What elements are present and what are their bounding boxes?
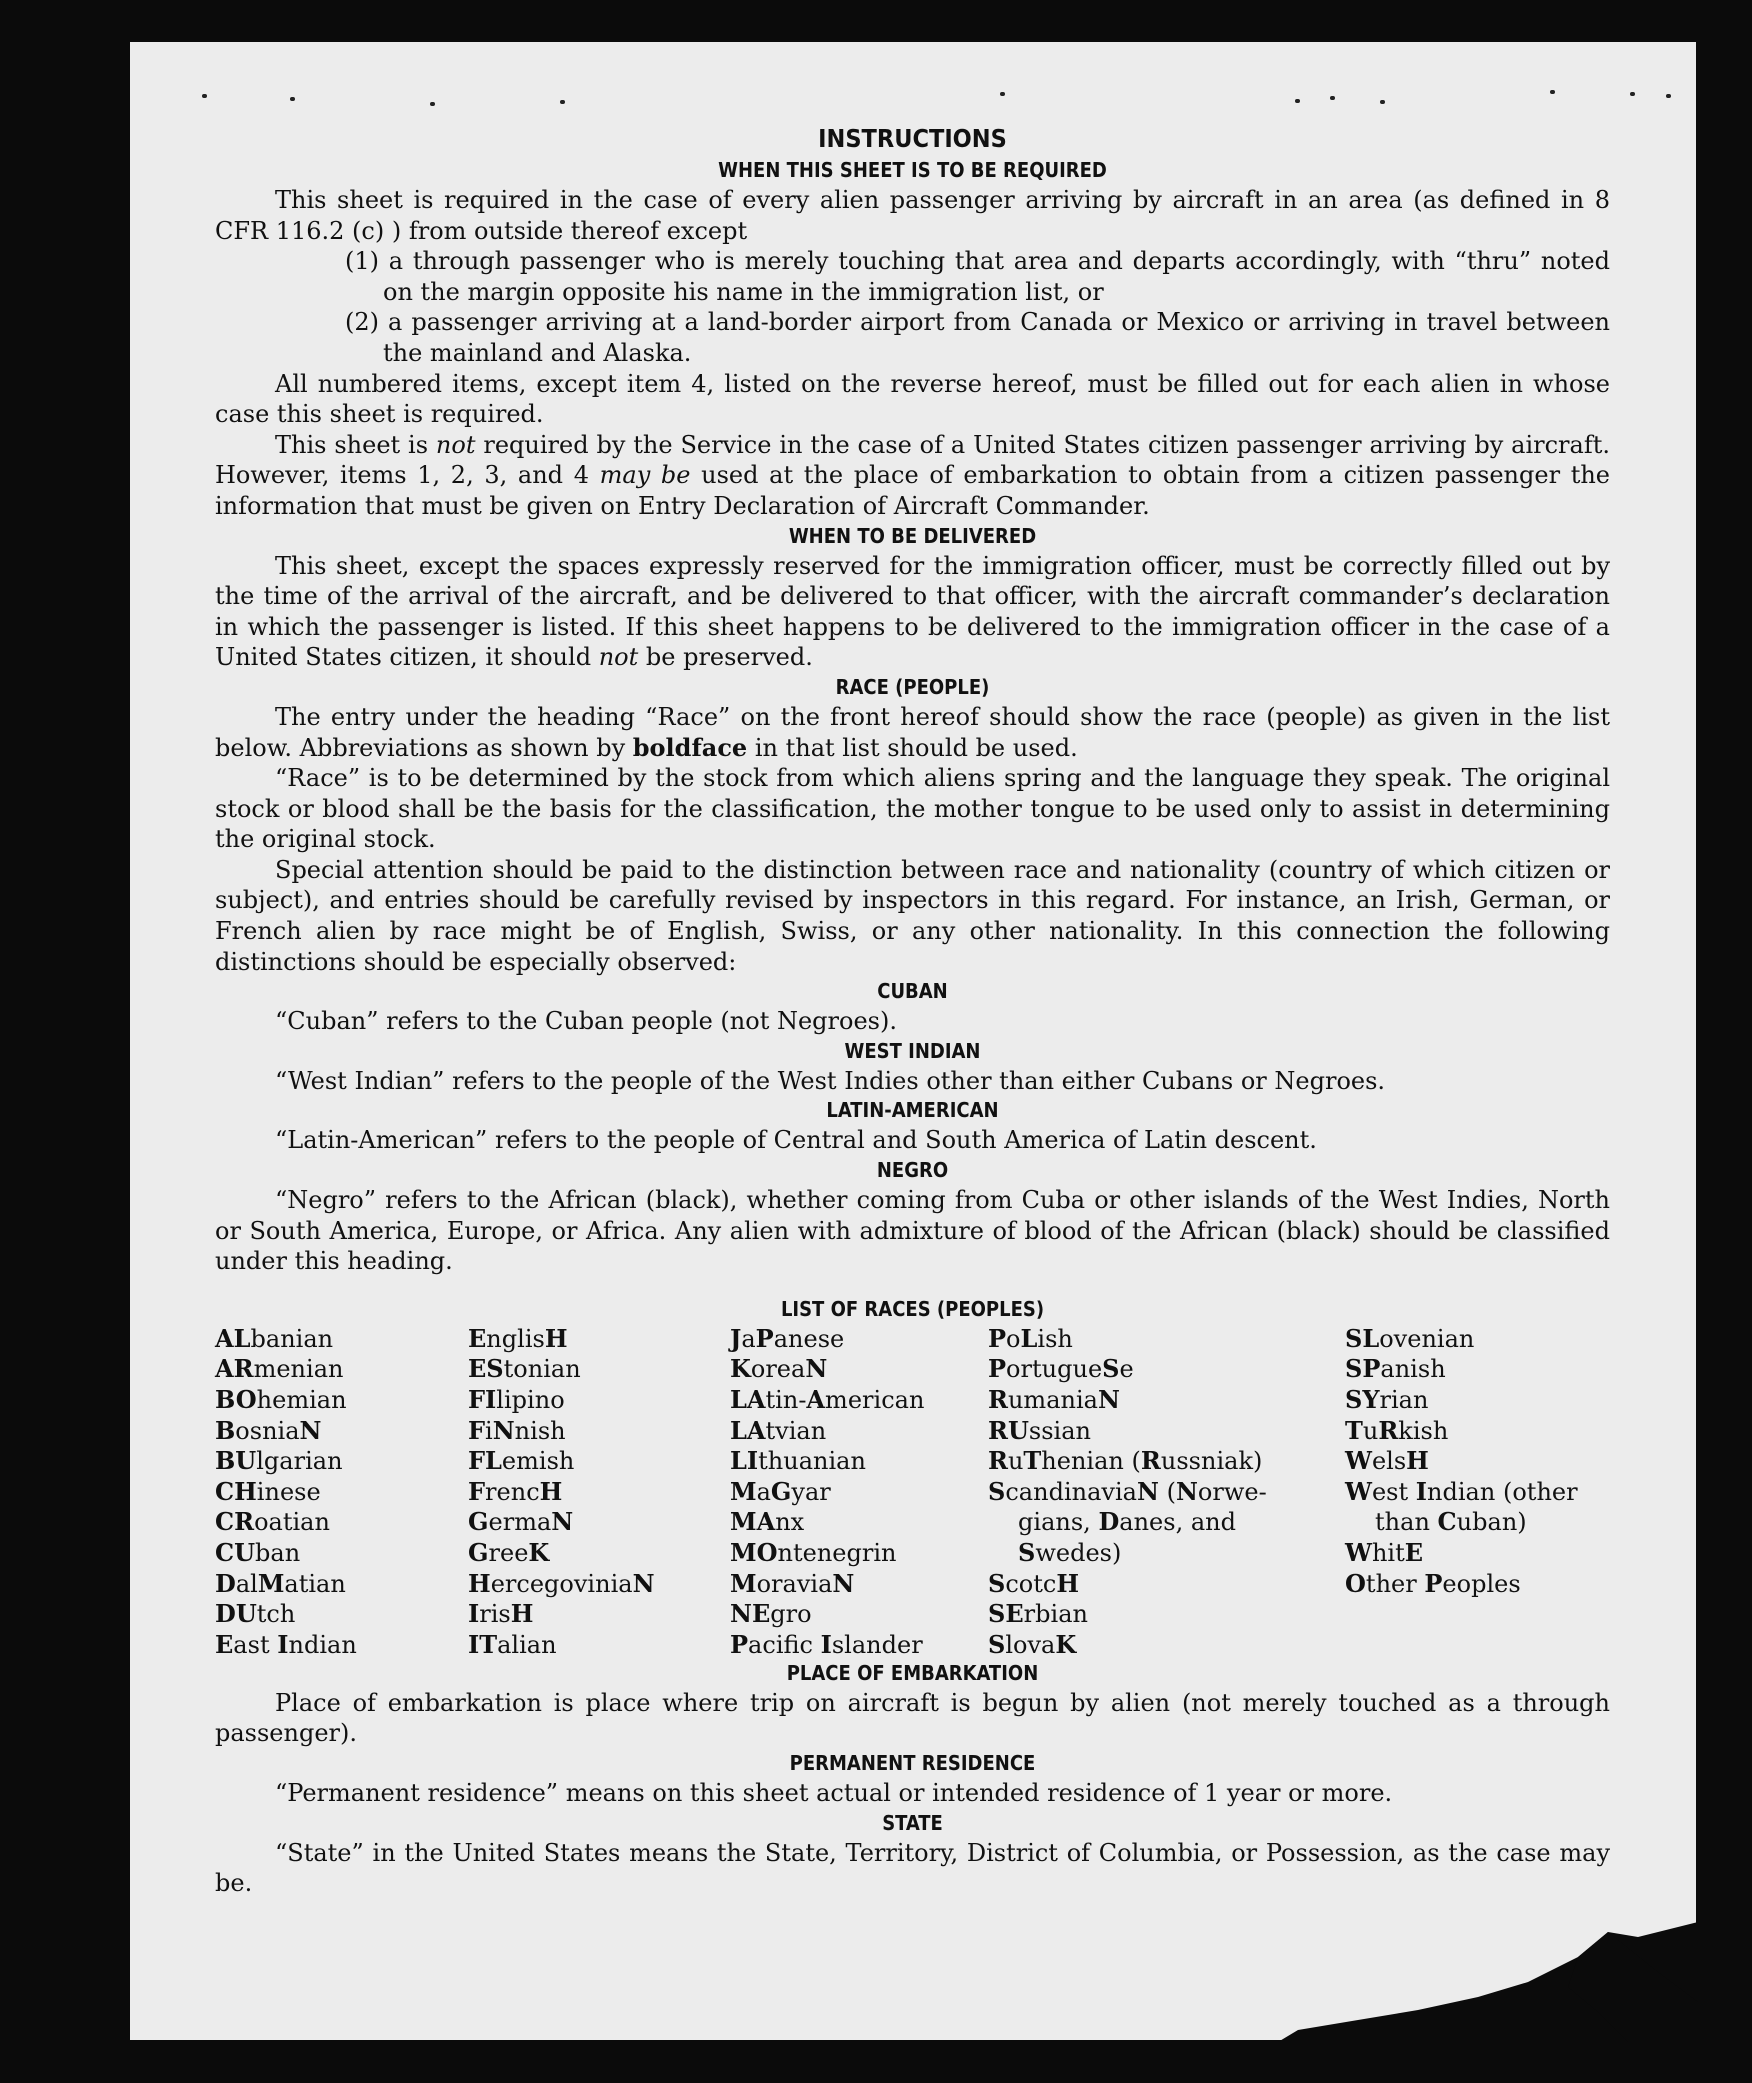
- paragraph: This sheet, except the spaces expressly reserved for the immigration officer, must be correctly filled out by the time of the arrival of the aircraft, and be delivered to that officer, with the aircraft commander’s declaration in which the passenger is listed. If this sheet happens to be delivered to the immigration officer in the case of a United States citizen, it should not be preserved.: [215, 551, 1610, 672]
- race-entry: JaPanese: [730, 1323, 845, 1353]
- speck: [560, 100, 565, 104]
- speck: [290, 97, 295, 101]
- races-column: [1345, 1324, 1578, 1599]
- race-entry: GermaN: [468, 1507, 574, 1537]
- race-entry: FiNnish: [468, 1415, 566, 1445]
- speck: [1000, 92, 1005, 96]
- race-entry: SYrian: [1345, 1385, 1429, 1414]
- race-entry: CHinese: [215, 1476, 321, 1506]
- race-entry: ALbanian: [215, 1323, 334, 1353]
- race-entry: PoLish: [988, 1323, 1073, 1353]
- race-entry: SPanish: [1345, 1354, 1446, 1384]
- paragraph: Place of embarkation is place where trip on aircraft is begun by alien (not merely touched as a through passenger).: [215, 1688, 1610, 1748]
- race-entry: TuRkish: [1345, 1415, 1449, 1445]
- race-entry: LAtvian: [730, 1415, 827, 1445]
- torn-corner: [1278, 1902, 1698, 2042]
- race-entry: gians, Danes, and: [1018, 1507, 1237, 1537]
- race-entry: WhitE: [1345, 1537, 1424, 1567]
- race-entry: SlovaK: [988, 1629, 1077, 1659]
- section-heading: PERMANENT RESIDENCE: [789, 1751, 1036, 1775]
- race-entry: West Indian (other: [1345, 1476, 1578, 1506]
- race-entry: ITalian: [468, 1629, 557, 1659]
- race-entry: MAnx: [730, 1507, 805, 1537]
- document-page: [130, 42, 1696, 2040]
- race-entry: ScandinaviaN (Norwe-: [988, 1476, 1267, 1506]
- races-column: [215, 1324, 357, 1661]
- section-heading: NEGRO: [876, 1158, 949, 1183]
- race-entry: FIlipino: [468, 1385, 565, 1414]
- race-entry: SErbian: [988, 1599, 1088, 1629]
- race-entry: DUtch: [215, 1599, 296, 1629]
- race-entry: RuThenian (Russniak): [988, 1446, 1263, 1476]
- race-entry: KoreaN: [730, 1354, 828, 1384]
- race-entry: BOhemian: [215, 1385, 347, 1414]
- race-entry: NEgro: [730, 1599, 812, 1629]
- race-entry: RUssian: [988, 1415, 1092, 1445]
- paragraph: “Latin-American” refers to the people of Central and South America of Latin descent.: [275, 1126, 1317, 1155]
- races-column: [468, 1324, 655, 1661]
- speck: [202, 94, 207, 98]
- paragraph: “West Indian” refers to the people of the West Indies other than either Cubans or Negroes.: [275, 1066, 1386, 1095]
- speck: [1330, 96, 1335, 100]
- race-entry: MoraviaN: [730, 1568, 855, 1598]
- race-entry: WelsH: [1345, 1446, 1429, 1476]
- section-heading: LIST OF RACES (PEOPLES): [780, 1296, 1045, 1321]
- race-entry: East Indian: [215, 1629, 357, 1659]
- paragraph: “Negro” refers to the African (black), whether coming from Cuba or other islands of the West Indies, North or South America, Europe, or Africa. Any alien with admixture of blood of the African (black) should be classified under this heading.: [215, 1186, 1610, 1276]
- section-heading: STATE: [882, 1810, 943, 1835]
- race-entry: ScotcH: [988, 1568, 1080, 1598]
- race-entry: Pacifc Islander: [730, 1629, 923, 1659]
- list-item: (1) a through passenger who is merely touching that area and departs accordingly, with “thru” noted on the margin opposite his name in the immigration list, or: [345, 247, 1610, 306]
- section-heading: CUBAN: [877, 979, 948, 1004]
- race-entry: CUban: [215, 1537, 301, 1567]
- race-entry: CRoatian: [215, 1507, 330, 1537]
- speck: [1295, 99, 1300, 103]
- race-entry: ARmenian: [215, 1354, 344, 1384]
- paragraph: “Permanent residence” means on this sheet actual or intended residence of 1 year or more.: [275, 1779, 1393, 1807]
- paragraph: This sheet is required in the case of every alien passenger arriving by aircraft in an area (as defined in 8 CFR 116.2 (c) ) from outside thereof except: [215, 186, 1610, 245]
- paragraph: “State” in the United States means the State, Territory, District of Columbia, or Possession, as the case may be.: [215, 1838, 1610, 1898]
- speck: [1630, 92, 1635, 96]
- list-item: (2) a passenger arriving at a land-border airport from Canada or Mexico or arriving in travel between the mainland and Alaska.: [345, 308, 1610, 367]
- race-entry: BosniaN: [215, 1415, 322, 1445]
- paragraph: Special attention should be paid to the distinction between race and nationality (country of which citizen or subject), and entries should be carefully revised by inspectors in this regard. For instance, an Irish, German, or French alien by race might be of English, Swiss, or any other nationality. In this connection the following distinctions should be especially observed:: [215, 855, 1610, 976]
- section-heading: RACE (PEOPLE): [835, 674, 990, 699]
- paragraph: This sheet is not required by the Service in the case of a United States citizen passenger arriving by aircraft. However, items 1, 2, 3, and 4 may be used at the place of embarkation to obtain from a citizen passenger the information that must be given on Entry Declaration of Aircraft Commander.: [215, 430, 1610, 520]
- section-heading: LATIN-AMERICAN: [826, 1098, 999, 1123]
- race-entry: MOntenegrin: [730, 1537, 897, 1567]
- paragraph: All numbered items, except item 4, listed on the reverse hereof, must be filled out for each alien in whose case this sheet is required.: [215, 369, 1610, 429]
- section-heading: PLACE OF EMBARKATION: [786, 1660, 1039, 1685]
- section-heading: WHEN THIS SHEET IS TO BE REQUIRED: [718, 158, 1107, 182]
- speck: [1550, 90, 1555, 94]
- paragraph: The entry under the heading “Race” on the front hereof should show the race (people) as given in the list below. Abbreviations as shown by boldface in that list should be used.: [215, 702, 1610, 762]
- race-entry: LAtin-American: [730, 1385, 925, 1414]
- speck: [430, 102, 435, 106]
- race-entry: PortugueSe: [988, 1354, 1134, 1384]
- race-entry: DalMatian: [215, 1568, 346, 1598]
- paragraph: “Cuban” refers to the Cuban people (not Negroes).: [275, 1007, 897, 1036]
- race-entry: Other Peoples: [1345, 1568, 1521, 1598]
- race-entry: RumaniaN: [988, 1385, 1120, 1414]
- race-entry: SLovenian: [1345, 1323, 1475, 1353]
- race-entry: LIthuanian: [730, 1446, 866, 1476]
- races-column: [730, 1324, 924, 1661]
- race-entry: HercegoviniaN: [468, 1568, 655, 1598]
- paragraph: “Race” is to be determined by the stock from which aliens spring and the language they speak. The original stock or blood shall be the basis for the classification, the mother tongue to be used only to assist in determining the original stock.: [215, 764, 1610, 854]
- race-entry: EnglisH: [468, 1323, 568, 1353]
- race-entry: BUlgarian: [215, 1446, 343, 1476]
- races-column: [988, 1324, 1267, 1661]
- speck: [1666, 94, 1671, 98]
- race-entry: Swedes): [1018, 1537, 1122, 1567]
- speck: [1380, 100, 1385, 104]
- race-entry: GreeK: [468, 1537, 550, 1567]
- section-heading: WEST INDIAN: [844, 1038, 981, 1063]
- races-list: [215, 1324, 1610, 1659]
- race-entry: than Cuban): [1375, 1507, 1527, 1537]
- section-heading: WHEN TO BE DELIVERED: [788, 523, 1037, 548]
- race-entry: FLemish: [468, 1446, 575, 1476]
- race-entry: FrencH: [468, 1476, 563, 1506]
- race-entry: MaGyar: [730, 1476, 831, 1506]
- instructions-body: [215, 122, 1610, 1899]
- race-entry: EStonian: [468, 1354, 581, 1384]
- page-title: INSTRUCTIONS: [818, 124, 1007, 153]
- race-entry: IrisH: [468, 1599, 534, 1629]
